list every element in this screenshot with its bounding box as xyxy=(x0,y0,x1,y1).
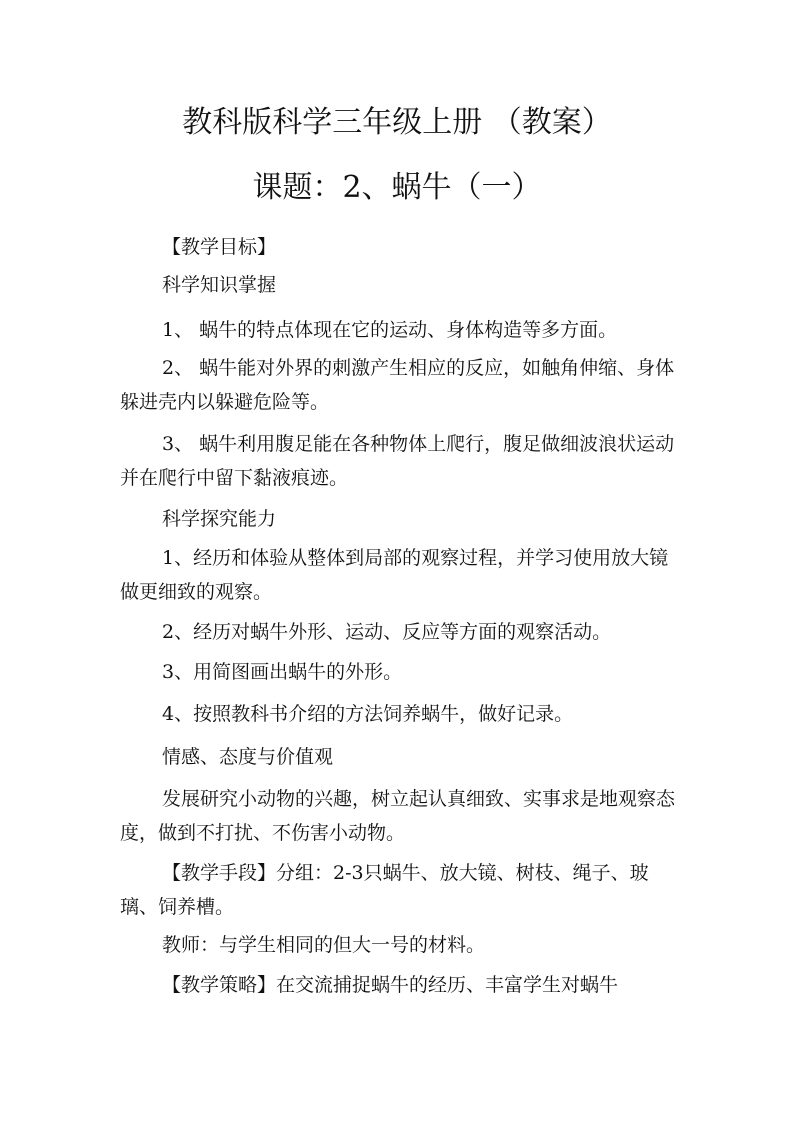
subheading-inquiry-ability: 科学探究能力 xyxy=(162,508,277,530)
paragraph-knowledge-3: 3、 蜗牛利用腹足能在各种物体上爬行，腹足做细波浪状运动并在爬行中留下黏液痕迹。 xyxy=(120,433,675,489)
paragraph-inquiry-1: 1、经历和体验从整体到局部的观察过程，并学习使用放大镜做更细致的观察。 xyxy=(120,547,669,603)
lesson-title: 课题：2、蜗牛（一） xyxy=(252,170,542,205)
paragraph-attitude: 发展研究小动物的兴趣，树立起认真细致、实事求是地观察态度，做到不打扰、不伤害小动物。 xyxy=(120,788,676,844)
paragraph-knowledge-2: 2、 蜗牛能对外界的刺激产生相应的反应，如触角伸缩、身体躲进壳内以躲避危险等。 xyxy=(120,357,675,413)
paragraph-teacher-materials: 教师：与学生相同的但大一号的材料。 xyxy=(162,934,486,956)
subheading-attitude-values: 情感、态度与价值观 xyxy=(162,746,334,768)
subheading-science-knowledge: 科学知识掌握 xyxy=(162,274,277,296)
document-title: 教科版科学三年级上册 （教案） xyxy=(182,105,612,140)
paragraph-teaching-means: 【教学手段】分组：2-3只蜗牛、放大镜、树枝、绳子、玻璃、饲养槽。 xyxy=(120,862,649,918)
paragraph-inquiry-4: 4、按照教科书介绍的方法饲养蜗牛，做好记录。 xyxy=(162,703,574,725)
paragraph-inquiry-3: 3、用简图画出蜗牛的外形。 xyxy=(162,661,403,683)
paragraph-knowledge-1: 1、 蜗牛的特点体现在它的运动、身体构造等多方面。 xyxy=(162,319,618,341)
section-heading-teaching-goals: 【教学目标】 xyxy=(162,236,277,258)
paragraph-teaching-strategy: 【教学策略】在交流捕捉蜗牛的经历、丰富学生对蜗牛 xyxy=(162,974,619,996)
paragraph-inquiry-2: 2、经历对蜗牛外形、运动、反应等方面的观察活动。 xyxy=(162,621,612,643)
